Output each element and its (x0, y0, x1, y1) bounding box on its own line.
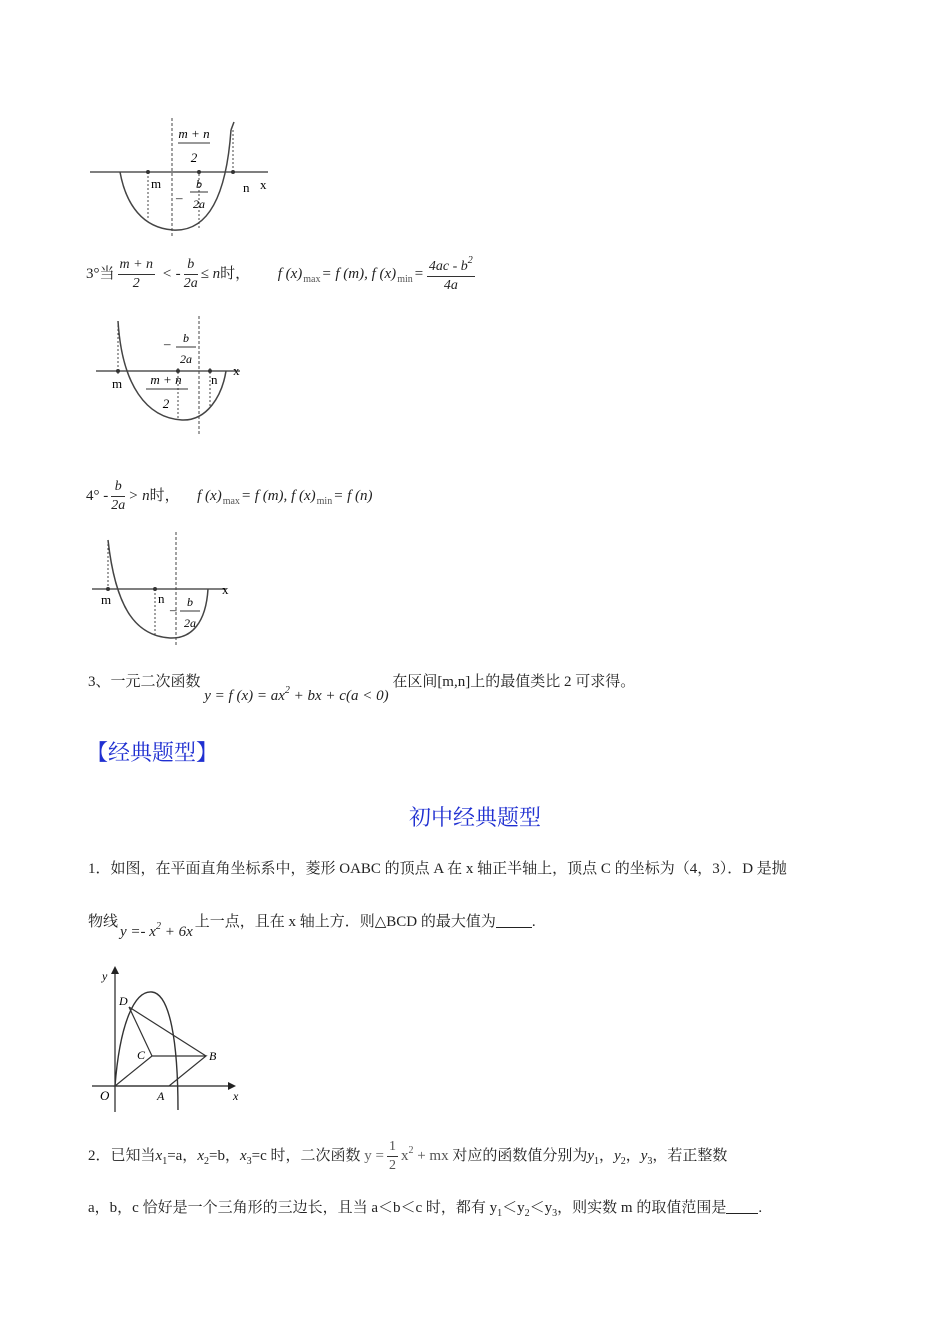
answer-blank[interactable] (496, 913, 532, 928)
svg-text:O: O (100, 1088, 110, 1103)
case3-formula-line: 3°当 $\frac{m + n}{2}$ < - $\frac{b}{2a}$ ≤ n时， f $(x)_{max}= f$ (m), f $(x)_{min}=$ $\frac{4ac - b^2}{4a}$ (86, 255, 473, 293)
svg-text:B: B (209, 1049, 217, 1063)
vertex-numerator: b (196, 177, 202, 191)
midpoint-denominator: 2 (162, 396, 170, 411)
vertex-numerator: b (187, 595, 193, 609)
vertex-denominator: 2a (180, 352, 192, 366)
label-m: m (112, 376, 123, 391)
midpoint-denominator: 2 (190, 150, 198, 165)
label-m: m (151, 176, 162, 191)
figure-case2-graph (88, 110, 288, 240)
svg-text:A: A (157, 1089, 165, 1103)
midpoint-numerator: m + n (178, 126, 210, 141)
answer-blank[interactable] (726, 1199, 758, 1214)
label-n: n (243, 180, 250, 195)
vertex-denominator: 2a (184, 616, 196, 630)
svg-text:y: y (102, 969, 108, 983)
svg-text:C: C (137, 1048, 146, 1062)
item3-line: 3、一元二次函数 y = f $(x) = ax^2$ + bx + c(a < 0) 在区间[m,n]上的最值类比 2 可求得。 (88, 674, 636, 704)
label-n: n (158, 591, 165, 606)
q1-line1: 1．如图，在平面直角坐标系中，菱形 OABC 的顶点 A 在 x 轴正半轴上，顶点 C 的坐标为（4，3）．D 是抛 (88, 861, 787, 877)
q2-line2: a，b，c 恰好是一个三角形的三边长，且当 a＜b＜c 时，都有 $y_1<y_2<y_3$，则实数 m 的取值范围是 . (88, 1200, 763, 1219)
svg-text:x: x (233, 1089, 239, 1103)
section-title: 【经典题型】 (86, 741, 219, 766)
vertex-minus: – (176, 190, 183, 205)
subtitle: 初中经典题型 (408, 806, 541, 831)
vertex-minus: – (170, 602, 177, 617)
svg-text:D: D (119, 994, 128, 1008)
vertex-numerator: b (183, 331, 189, 345)
figure-rhombus-parabola (90, 962, 250, 1114)
label-x: x (260, 177, 267, 192)
q2-line1: 2．已知当$x_1=a$，$x_2=b$，$x_3=c$ 时，二次函数 y = $\frac{1}{2}$ $x^2$ + mx 对应的函数值分别为$y_1$，$y_2$，$y_3$，若正整数 (88, 1139, 728, 1173)
label-m: m (101, 592, 112, 607)
figure-case3-graph (92, 316, 252, 436)
case3-prefix: 3°当 (86, 266, 115, 283)
label-x: x (233, 363, 240, 378)
q1-line2: 物线$y =- x^2 + 6x$上一点，且在 x 轴上方．则△BCD 的最大值为 . (88, 914, 536, 940)
case4-formula-line: 4° - $\frac{b}{2a}$ > n时， f $(x)_{max}= f$ (m), f $(x)_{min}= f$ (n) (86, 479, 373, 513)
label-n: n (211, 372, 218, 387)
vertex-minus: – (164, 336, 171, 351)
midpoint-numerator: m + n (150, 372, 182, 387)
vertex-denominator: 2a (193, 197, 205, 211)
figure-case4-graph (88, 532, 248, 654)
label-x: x (222, 582, 229, 597)
